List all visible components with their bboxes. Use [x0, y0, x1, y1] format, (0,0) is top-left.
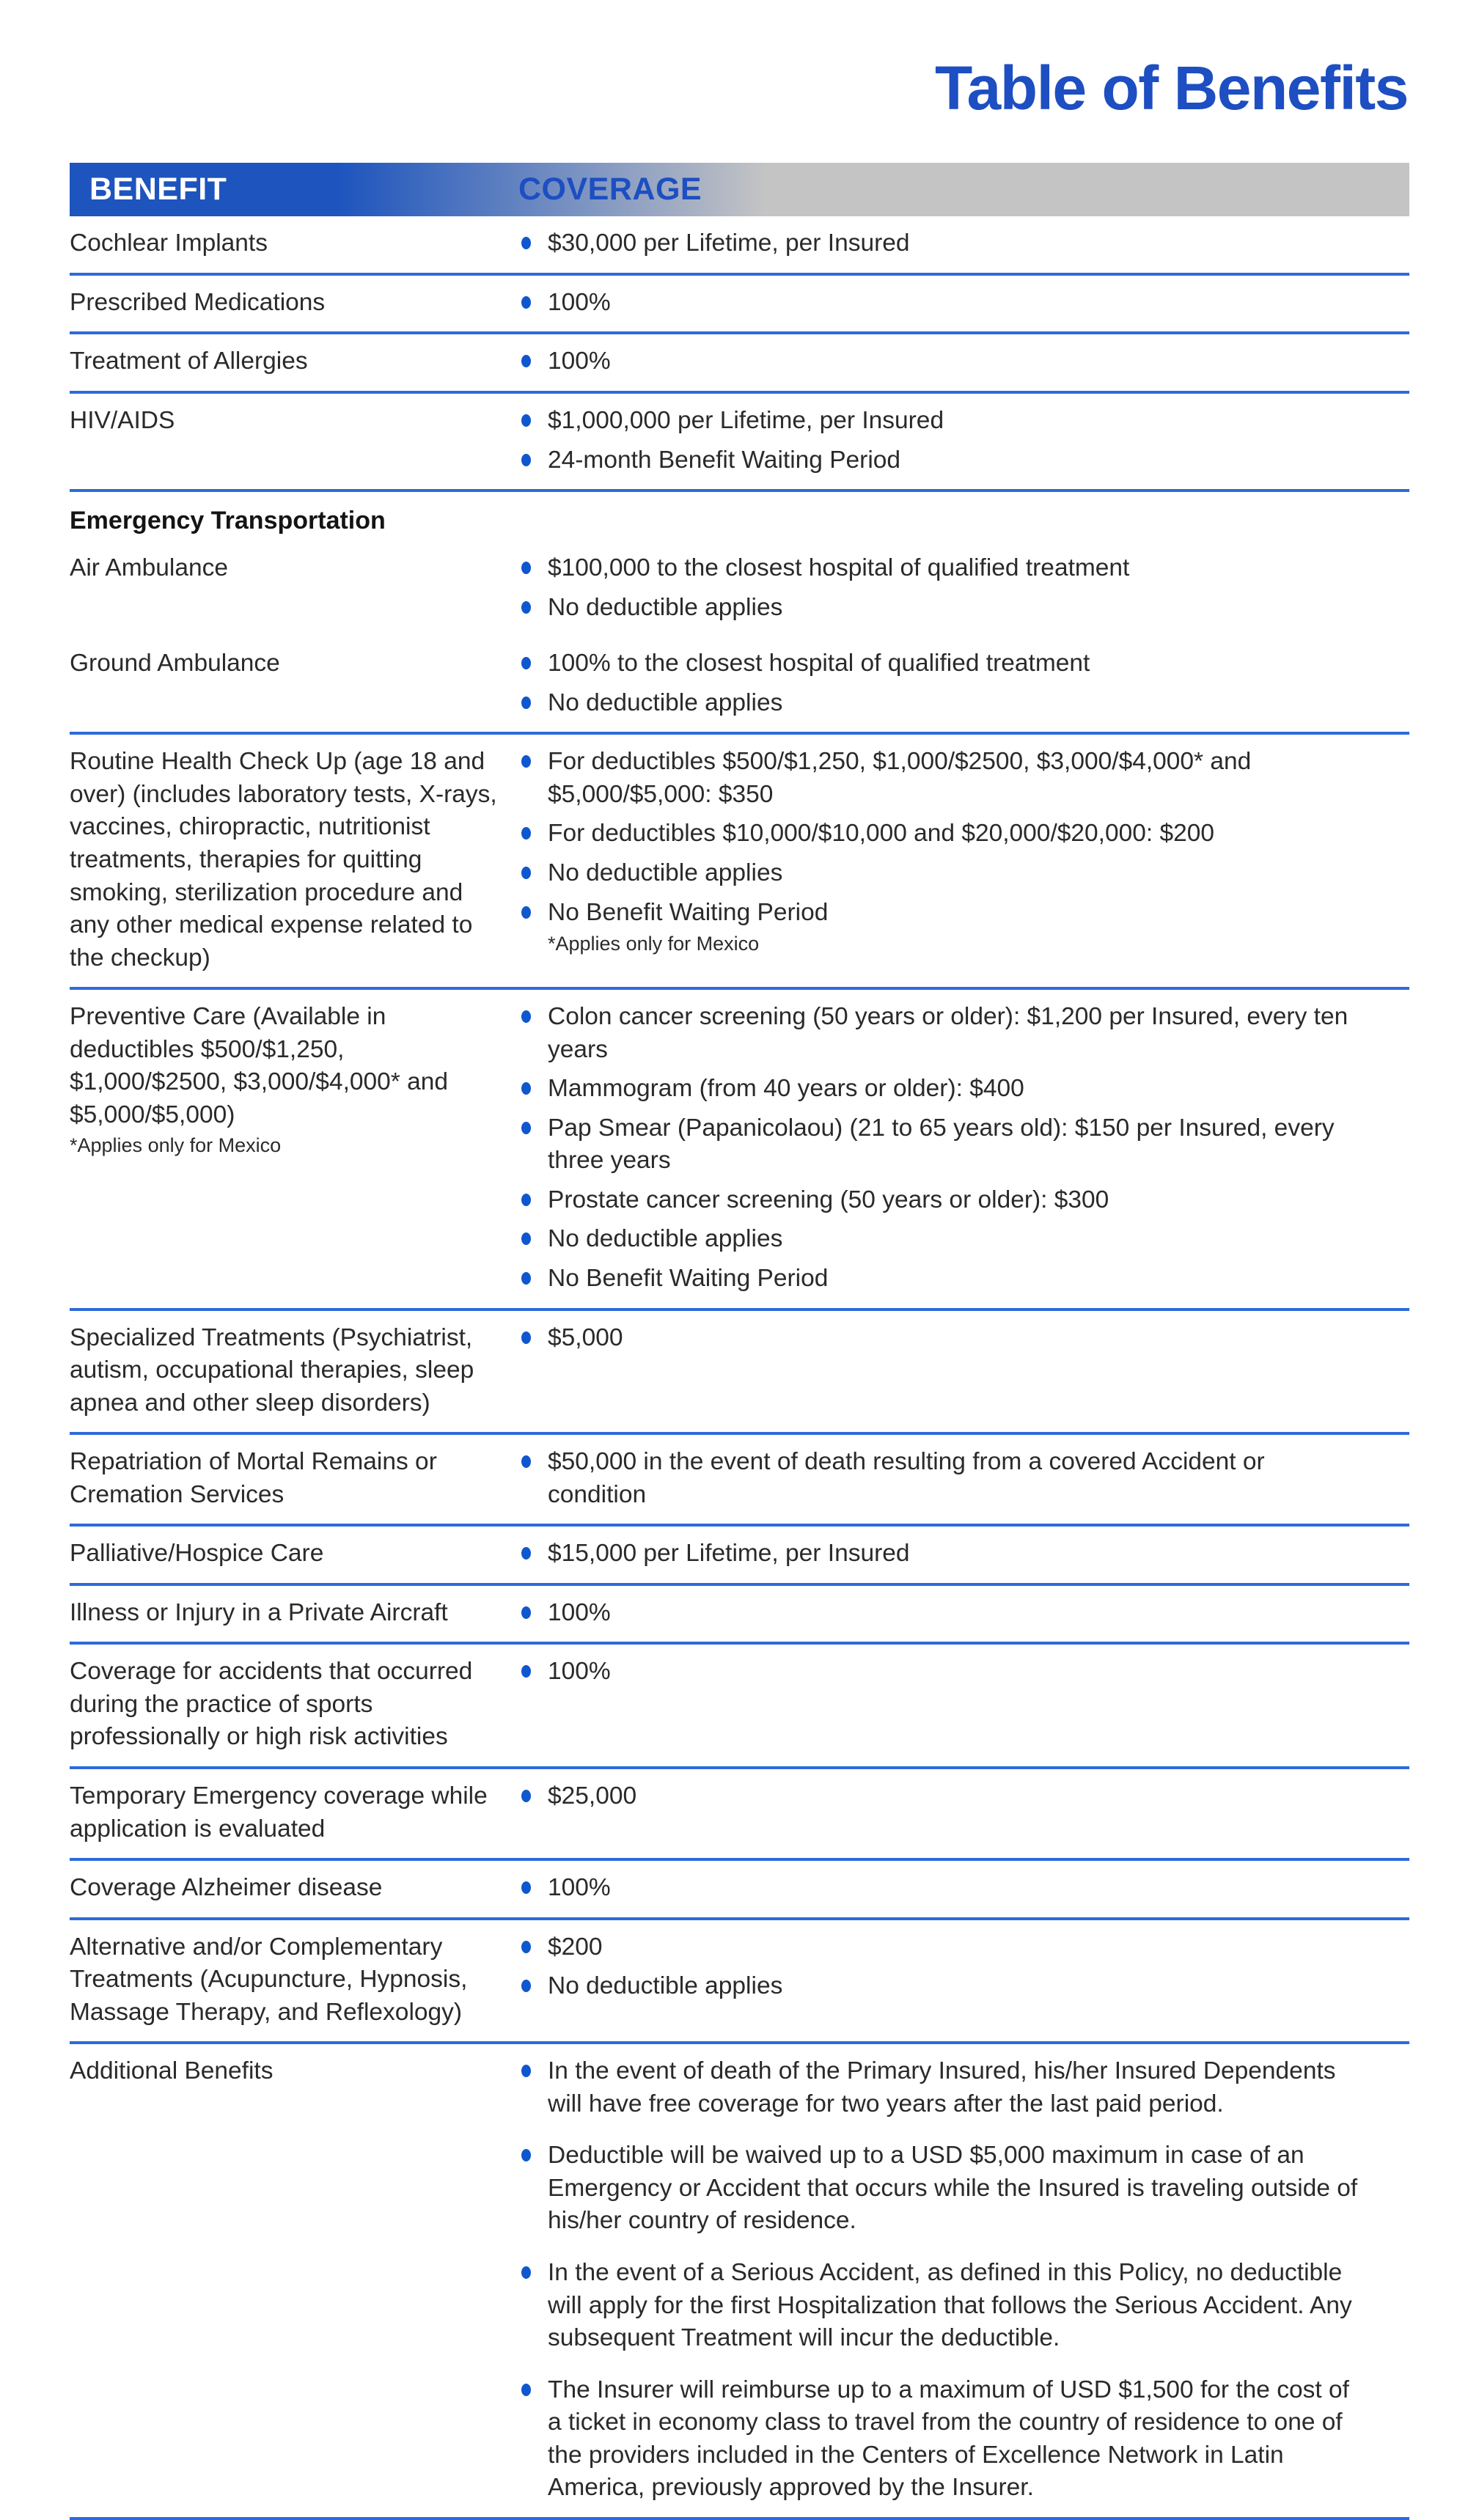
coverage-bullet-list [518, 1931, 1409, 2003]
benefit-name: Alternative and/or Complementary Treatments (Acupuncture, Hypnosis, Massage Therapy, and Reflexology) [70, 1933, 468, 2026]
bullet-icon [521, 657, 531, 669]
bullet-icon [521, 1194, 531, 1206]
benefit-row [70, 276, 1409, 332]
bullet-icon [521, 454, 531, 466]
coverage-footnote: *Applies only for Mexico [548, 933, 760, 955]
bullet-icon [521, 1455, 531, 1468]
coverage-bullet-item [518, 552, 1409, 585]
coverage-bullet-item [518, 687, 1409, 720]
bullet-icon [521, 906, 531, 919]
benefit-name: HIV/AIDS [70, 407, 175, 435]
coverage-cell [518, 647, 1409, 719]
coverage-text: $1,000,000 per Lifetime, per Insured [548, 407, 944, 435]
coverage-bullet-item [518, 1538, 1409, 1571]
coverage-text: In the event of death of the Primary Insured, his/her Insured Dependents will have free coverage for two years after the last paid period. [548, 2057, 1336, 2117]
coverage-bullet-item [518, 287, 1409, 320]
coverage-cell [518, 405, 1409, 477]
coverage-text: No deductible applies [548, 1225, 783, 1253]
benefit-name-cell [70, 345, 518, 378]
coverage-bullet-item [518, 2139, 1409, 2238]
benefit-name-cell [70, 1597, 518, 1630]
bullet-icon [521, 414, 531, 427]
coverage-bullet-list [518, 345, 1409, 378]
benefit-column-header: BENEFIT [89, 172, 227, 207]
coverage-bullet-item [518, 897, 1409, 957]
benefit-name-cell [70, 1538, 518, 1571]
coverage-bullet-item [518, 818, 1409, 851]
benefit-name: Preventive Care (Available in deductibles $500/$1,250, $1,000/$2500, $3,000/$4,000* and $5,000/$5,000) [70, 1003, 449, 1128]
benefit-name-cell [70, 1001, 518, 1295]
coverage-bullet-list [518, 1780, 1409, 1813]
benefit-row [70, 1527, 1409, 1583]
bullet-icon [521, 867, 531, 879]
coverage-text: 100% [548, 1658, 611, 1686]
coverage-bullet-item [518, 405, 1409, 438]
benefit-name-cell [70, 287, 518, 320]
bullet-icon [521, 1881, 531, 1894]
page-title: Table of Benefits [934, 54, 1408, 122]
benefit-name-cell [70, 1931, 518, 2029]
coverage-bullet-item [518, 1263, 1409, 1296]
coverage-bullet-item [518, 1970, 1409, 2003]
benefit-row [70, 636, 1409, 732]
benefit-name-cell [70, 552, 518, 624]
coverage-bullet-item [518, 1223, 1409, 1256]
benefit-name-cell [70, 1446, 518, 1511]
benefit-name-cell [70, 227, 518, 260]
bullet-icon [521, 237, 531, 249]
coverage-bullet-list [518, 1446, 1409, 1511]
bullet-icon [521, 1606, 531, 1619]
coverage-bullet-list [518, 552, 1409, 624]
coverage-text: No Benefit Waiting Period *Applies only for Mexico [548, 897, 828, 957]
coverage-bullet-list [518, 1001, 1409, 1295]
coverage-cell [518, 1322, 1409, 1420]
coverage-bullet-list [518, 1597, 1409, 1630]
coverage-cell [518, 746, 1409, 974]
coverage-bullet-item [518, 1001, 1409, 1066]
coverage-text: For deductibles $10,000/$10,000 and $20,000/$20,000: $200 [548, 820, 1214, 848]
benefit-name: Temporary Emergency coverage while application is evaluated [70, 1782, 488, 1843]
benefit-name: Specialized Treatments (Psychiatrist, autism, occupational therapies, sleep apnea and other sleep disorders) [70, 1323, 474, 1417]
bullet-icon [521, 2266, 531, 2279]
coverage-text: 24-month Benefit Waiting Period [548, 446, 901, 474]
coverage-text: 100% [548, 348, 611, 375]
bullet-icon [521, 1980, 531, 1992]
benefit-row [70, 1435, 1409, 1524]
benefit-name-cell [70, 746, 518, 974]
coverage-bullet-item [518, 1112, 1409, 1178]
benefit-row [70, 216, 1409, 273]
benefit-name: Repatriation of Mortal Remains or Cremation Services [70, 1448, 437, 1508]
coverage-text: No deductible applies [548, 688, 783, 716]
benefit-row [70, 1920, 1409, 2042]
coverage-bullet-item [518, 857, 1409, 890]
benefit-row [70, 541, 1409, 636]
coverage-cell [518, 2055, 1409, 2505]
coverage-text: 100% to the closest hospital of qualified treatment [548, 650, 1090, 677]
coverage-text: No deductible applies [548, 1972, 783, 2000]
coverage-bullet-list [518, 1538, 1409, 1571]
coverage-bullet-item [518, 1322, 1409, 1355]
coverage-text: No Benefit Waiting Period [548, 1264, 829, 1292]
coverage-bullet-item [518, 1073, 1409, 1106]
coverage-bullet-item [518, 1446, 1409, 1511]
bullet-icon [521, 2149, 531, 2161]
bullet-icon [521, 1122, 531, 1134]
benefit-name: Prescribed Medications [70, 288, 326, 316]
bullet-icon [521, 355, 531, 367]
coverage-bullet-item [518, 1597, 1409, 1630]
coverage-bullet-item [518, 2257, 1409, 2355]
bullet-icon [521, 1941, 531, 1953]
coverage-bullet-item [518, 1184, 1409, 1217]
benefit-row [70, 1311, 1409, 1433]
bullet-icon [521, 827, 531, 840]
coverage-text: No deductible applies [548, 593, 783, 621]
section-title: Emergency Transportation [70, 507, 386, 535]
benefit-name: Coverage Alzheimer disease [70, 1874, 383, 1902]
coverage-bullet-list [518, 2055, 1409, 2505]
coverage-cell [518, 1538, 1409, 1571]
coverage-cell [518, 227, 1409, 260]
benefit-name: Routine Health Check Up (age 18 and over) (includes laboratory tests, X-rays, vaccines, chiropractic, nutritionist treatments, therapies for quitting smoking, sterilization procedure and any other medical expense related to the checkup) [70, 748, 497, 971]
bullet-icon [521, 755, 531, 768]
coverage-bullet-list [518, 647, 1409, 719]
coverage-bullet-item [518, 746, 1409, 811]
benefit-row [70, 1861, 1409, 1917]
coverage-cell [518, 1446, 1409, 1511]
coverage-text: $100,000 to the closest hospital of qualified treatment [548, 554, 1130, 582]
coverage-bullet-list [518, 227, 1409, 260]
coverage-bullet-list [518, 405, 1409, 477]
coverage-text: In the event of a Serious Accident, as defined in this Policy, no deductible will apply for the first Hospitalization that follows the Serious Accident. Any subsequent Treatment will incur the deductible. [548, 2259, 1352, 2352]
coverage-cell [518, 1780, 1409, 1845]
benefit-row [70, 990, 1409, 1307]
coverage-bullet-item [518, 1656, 1409, 1689]
coverage-bullet-list [518, 287, 1409, 320]
coverage-bullet-item [518, 592, 1409, 625]
benefit-name-cell [70, 2055, 518, 2505]
bullet-icon [521, 601, 531, 614]
benefit-name-cell [70, 647, 518, 719]
bullet-icon [521, 1082, 531, 1095]
bullet-icon [521, 697, 531, 709]
coverage-cell [518, 1597, 1409, 1630]
coverage-text: $15,000 per Lifetime, per Insured [548, 1540, 910, 1568]
benefit-name-cell [70, 405, 518, 477]
coverage-text: $30,000 per Lifetime, per Insured [548, 229, 910, 257]
bullet-icon [521, 1547, 531, 1560]
benefit-name-cell [70, 1656, 518, 1754]
coverage-bullet-item [518, 2055, 1409, 2120]
coverage-bullet-item [518, 1780, 1409, 1813]
coverage-bullet-item [518, 1931, 1409, 1964]
benefit-row [70, 1586, 1409, 1642]
row-divider [70, 2517, 1409, 2520]
benefit-name: Palliative/Hospice Care [70, 1540, 324, 1568]
benefit-group [70, 492, 1409, 732]
benefit-row [70, 735, 1409, 987]
coverage-bullet-list [518, 1656, 1409, 1689]
coverage-text: For deductibles $500/$1,250, $1,000/$2500, $3,000/$4,000* and $5,000/$5,000: $350 [548, 748, 1252, 808]
coverage-bullet-item [518, 647, 1409, 680]
benefit-row [70, 2044, 1409, 2517]
benefit-name: Air Ambulance [70, 554, 228, 582]
bullet-icon [521, 1665, 531, 1678]
coverage-bullet-item [518, 227, 1409, 260]
coverage-text: $200 [548, 1933, 603, 1961]
bullet-icon [521, 1272, 531, 1285]
bullet-icon [521, 1233, 531, 1245]
coverage-text: Deductible will be waived up to a USD $5,000 maximum in case of an Emergency or Accident that occurs while the Insured is traveling outside of his/her country of residence. [548, 2142, 1358, 2235]
coverage-text: $50,000 in the event of death resulting from a covered Accident or condition [548, 1448, 1265, 1508]
coverage-bullet-item [518, 2374, 1409, 2505]
table-header-bar [70, 163, 1409, 216]
coverage-cell [518, 552, 1409, 624]
benefit-name-cell [70, 1780, 518, 1845]
coverage-text: 100% [548, 288, 611, 316]
coverage-text: Prostate cancer screening (50 years or older): $300 [548, 1186, 1109, 1213]
coverage-text: Pap Smear (Papanicolaou) (21 to 65 years old): $150 per Insured, every three years [548, 1114, 1335, 1175]
benefit-name-cell [70, 1322, 518, 1420]
coverage-bullet-list [518, 746, 1409, 956]
coverage-text: The Insurer will reimburse up to a maximum of USD $1,500 for the cost of a ticket in economy class to travel from the country of residence to one of the providers included in the Centers of Excellence Network in Latin America, previously approved by the Insurer. [548, 2376, 1349, 2502]
bullet-icon [521, 1331, 531, 1344]
benefit-name: Additional Benefits [70, 2057, 274, 2085]
benefits-rows [70, 216, 1409, 2519]
coverage-column-header: COVERAGE [518, 172, 702, 207]
benefit-name: Coverage for accidents that occurred during the practice of sports professionally or high risk activities [70, 1658, 473, 1751]
coverage-bullet-item [518, 444, 1409, 477]
benefit-row [70, 1645, 1409, 1766]
coverage-bullet-item [518, 345, 1409, 378]
bullet-icon [521, 1790, 531, 1802]
coverage-text: 100% [548, 1598, 611, 1626]
benefit-name: Ground Ambulance [70, 650, 280, 677]
bullet-icon [521, 562, 531, 574]
coverage-text: $25,000 [548, 1782, 637, 1810]
coverage-cell [518, 1931, 1409, 2029]
coverage-text: Colon cancer screening (50 years or older): $1,200 per Insured, every ten years [548, 1003, 1348, 1063]
bullet-icon [521, 1010, 531, 1023]
bullet-icon [521, 296, 531, 309]
benefit-name: Treatment of Allergies [70, 348, 308, 375]
coverage-cell [518, 1001, 1409, 1295]
benefit-row [70, 1769, 1409, 1858]
bullet-icon [521, 2065, 531, 2077]
coverage-text: $5,000 [548, 1323, 623, 1351]
coverage-bullet-list [518, 1322, 1409, 1355]
coverage-cell [518, 1656, 1409, 1754]
benefit-footnote: *Applies only for Mexico [70, 1134, 282, 1157]
benefit-row [70, 334, 1409, 391]
benefit-name: Illness or Injury in a Private Aircraft [70, 1598, 448, 1626]
benefit-row [70, 394, 1409, 489]
coverage-text: Mammogram (from 40 years or older): $400 [548, 1075, 1024, 1103]
coverage-cell [518, 345, 1409, 378]
bullet-icon [521, 2384, 531, 2396]
benefit-name: Cochlear Implants [70, 229, 268, 257]
coverage-text: 100% [548, 1874, 611, 1902]
coverage-cell [518, 287, 1409, 320]
coverage-text: No deductible applies [548, 859, 783, 886]
